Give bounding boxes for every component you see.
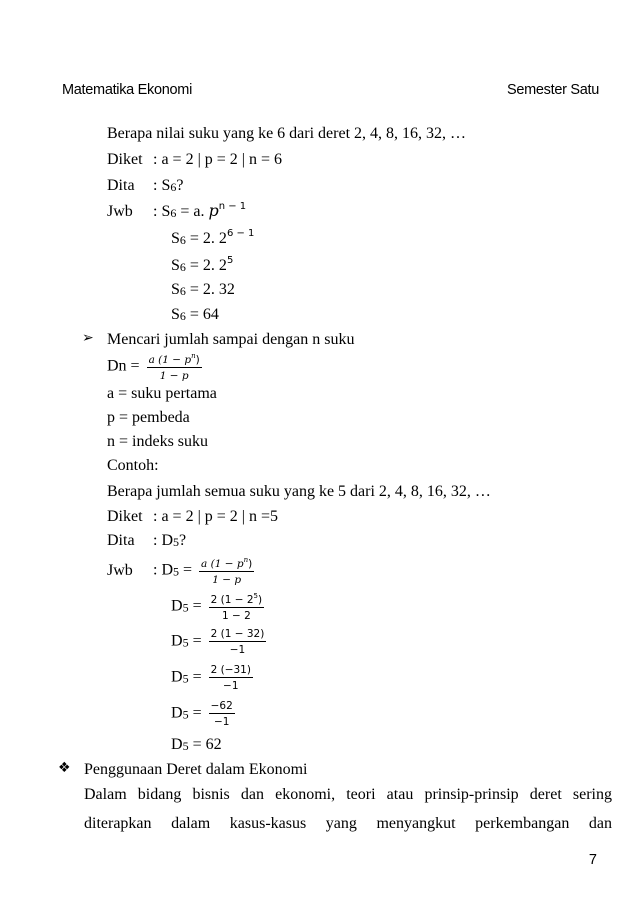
fraction-numerator: 2 (1 − 2	[210, 594, 254, 606]
dita-value: : S	[153, 177, 171, 194]
econ-paragraph-line-2: diterapkan dalam kasus-kasus yang menyangkut perkembangan dan	[84, 815, 612, 832]
running-header-title: Matematika Ekonomi	[62, 82, 192, 98]
example2-final	[171, 737, 222, 753]
step-mid: = a.	[176, 203, 209, 220]
example-label: Contoh:	[107, 457, 159, 474]
definition-n: n = indeks suku	[107, 433, 209, 450]
step-sub: 6	[170, 206, 177, 220]
step-pre: S	[171, 257, 180, 274]
dita-label: Dita	[107, 177, 135, 194]
dita-end: ?	[176, 177, 184, 194]
arrow-bullet-icon: ➢	[82, 330, 94, 346]
example1-question: Berapa nilai suku yang ke 6 dari deret 2, 4, 8, 16, 32, …	[107, 125, 467, 142]
step-sub: 6	[179, 284, 186, 298]
fraction-numerator: a (1 − p	[148, 354, 192, 366]
dita-label: Dita	[107, 532, 135, 549]
definition-p: p = pembeda	[107, 409, 190, 426]
example1-step-2	[171, 229, 254, 247]
fraction-denominator: −1	[213, 716, 230, 729]
definition-a: a = suku pertama	[107, 385, 217, 402]
step-pre: S	[171, 281, 180, 298]
step-mid: = 2. 2	[185, 257, 227, 274]
example1-step-5	[171, 307, 219, 323]
example1-dita	[107, 178, 183, 194]
example2-question: Berapa jumlah semua suku yang ke 5 dari 2, 4, 8, 16, 32, …	[107, 483, 491, 500]
example2-step-2: D5 = $\frac{2 (1 - 2^5)}{1 - 2}$	[171, 592, 263, 623]
fraction-numerator: 2 (−31)	[209, 664, 253, 678]
step-pre: S	[171, 306, 180, 323]
dita-end: ?	[179, 532, 187, 549]
step-mid: = 64	[185, 306, 219, 323]
fraction-numerator-sup: 5	[253, 592, 259, 600]
example2-step-1: Jwb : D5 = $\frac{a (1 - p^n)}{1 - p}$	[107, 556, 253, 587]
example2-step-3: D5 = $\frac{2 (1 - 32)}{-1}$	[171, 628, 265, 657]
step-mid: = 2. 2	[185, 230, 227, 247]
econ-paragraph-line-1: Dalam bidang bisnis dan ekonomi, teori atau prinsip-prinsip deret sering	[84, 786, 612, 803]
formula-lhs: Dn =	[107, 357, 140, 375]
section-sum-title: Mencari jumlah sampai dengan n suku	[107, 331, 355, 348]
example2-step-4: D5 = $\frac{2 (-31)}{-1}$	[171, 664, 251, 693]
step-sup: 5	[226, 255, 234, 266]
fraction-denominator: 1 − p	[212, 574, 242, 587]
fraction-numerator-end: )	[195, 354, 200, 366]
step-var: p	[208, 201, 219, 220]
step-fraction	[209, 592, 265, 622]
fraction-denominator: −1	[229, 644, 246, 657]
step-sup: 6 − 1	[226, 228, 255, 239]
fraction-numerator-end: )	[258, 594, 263, 606]
example2-diket	[107, 509, 278, 525]
running-header-semester: Semester Satu	[506, 82, 599, 98]
fraction-denominator: −1	[223, 680, 239, 693]
step-fraction	[209, 628, 267, 656]
jwb-label: Jwb	[107, 561, 133, 579]
step-sup: n − 1	[218, 201, 247, 212]
example2-step-5: D5 = $\frac{-62}{-1}$	[171, 700, 233, 729]
diket-label: Diket	[107, 151, 143, 168]
section-econ-title: Penggunaan Deret dalam Ekonomi	[84, 761, 308, 778]
step-pre: S	[161, 203, 171, 220]
dita-sub: 6	[170, 180, 177, 194]
diket-value: : a = 2 | p = 2 | n = 6	[153, 151, 283, 168]
example1-step-3	[171, 256, 233, 274]
example2-dita	[107, 533, 186, 549]
final-sub: 5	[182, 739, 189, 753]
diamond-bullet-icon: ❖	[58, 760, 71, 776]
step-fraction	[209, 664, 253, 692]
step-fraction	[209, 700, 235, 728]
fraction-numerator: −62	[209, 700, 235, 714]
example1-diket	[107, 152, 282, 168]
formula-fraction	[147, 352, 202, 382]
fraction-denominator: 1 − 2	[221, 610, 251, 623]
fraction-numerator: a (1 − p	[201, 558, 244, 570]
final-value: = 62	[188, 736, 222, 753]
jwb-label: Jwb	[107, 203, 133, 220]
diket-label: Diket	[107, 508, 143, 525]
sum-formula	[107, 352, 202, 382]
step-sub: 6	[179, 260, 186, 274]
step-pre: S	[171, 230, 180, 247]
final-var: D	[171, 736, 183, 753]
step-sub: 6	[179, 233, 186, 247]
fraction-denominator: 1 − p	[159, 370, 189, 383]
fraction-numerator-sup: n	[191, 352, 196, 360]
dita-sub: 5	[173, 535, 179, 549]
example1-step-4	[171, 282, 235, 298]
page-number: 7	[588, 852, 597, 868]
dita-value: : D	[153, 532, 173, 549]
step-fraction	[199, 556, 254, 586]
example1-step-1: Jwb : S6 = a. $p^{n - 1}$	[107, 201, 247, 220]
fraction-numerator-sup: n	[243, 556, 249, 564]
fraction-numerator-end: )	[248, 558, 253, 570]
diket-value: : a = 2 | p = 2 | n =5	[153, 508, 279, 525]
fraction-numerator: 2 (1 − 32)	[209, 628, 267, 642]
step-mid: = 2. 32	[185, 281, 235, 298]
step-sub: 6	[179, 309, 186, 323]
